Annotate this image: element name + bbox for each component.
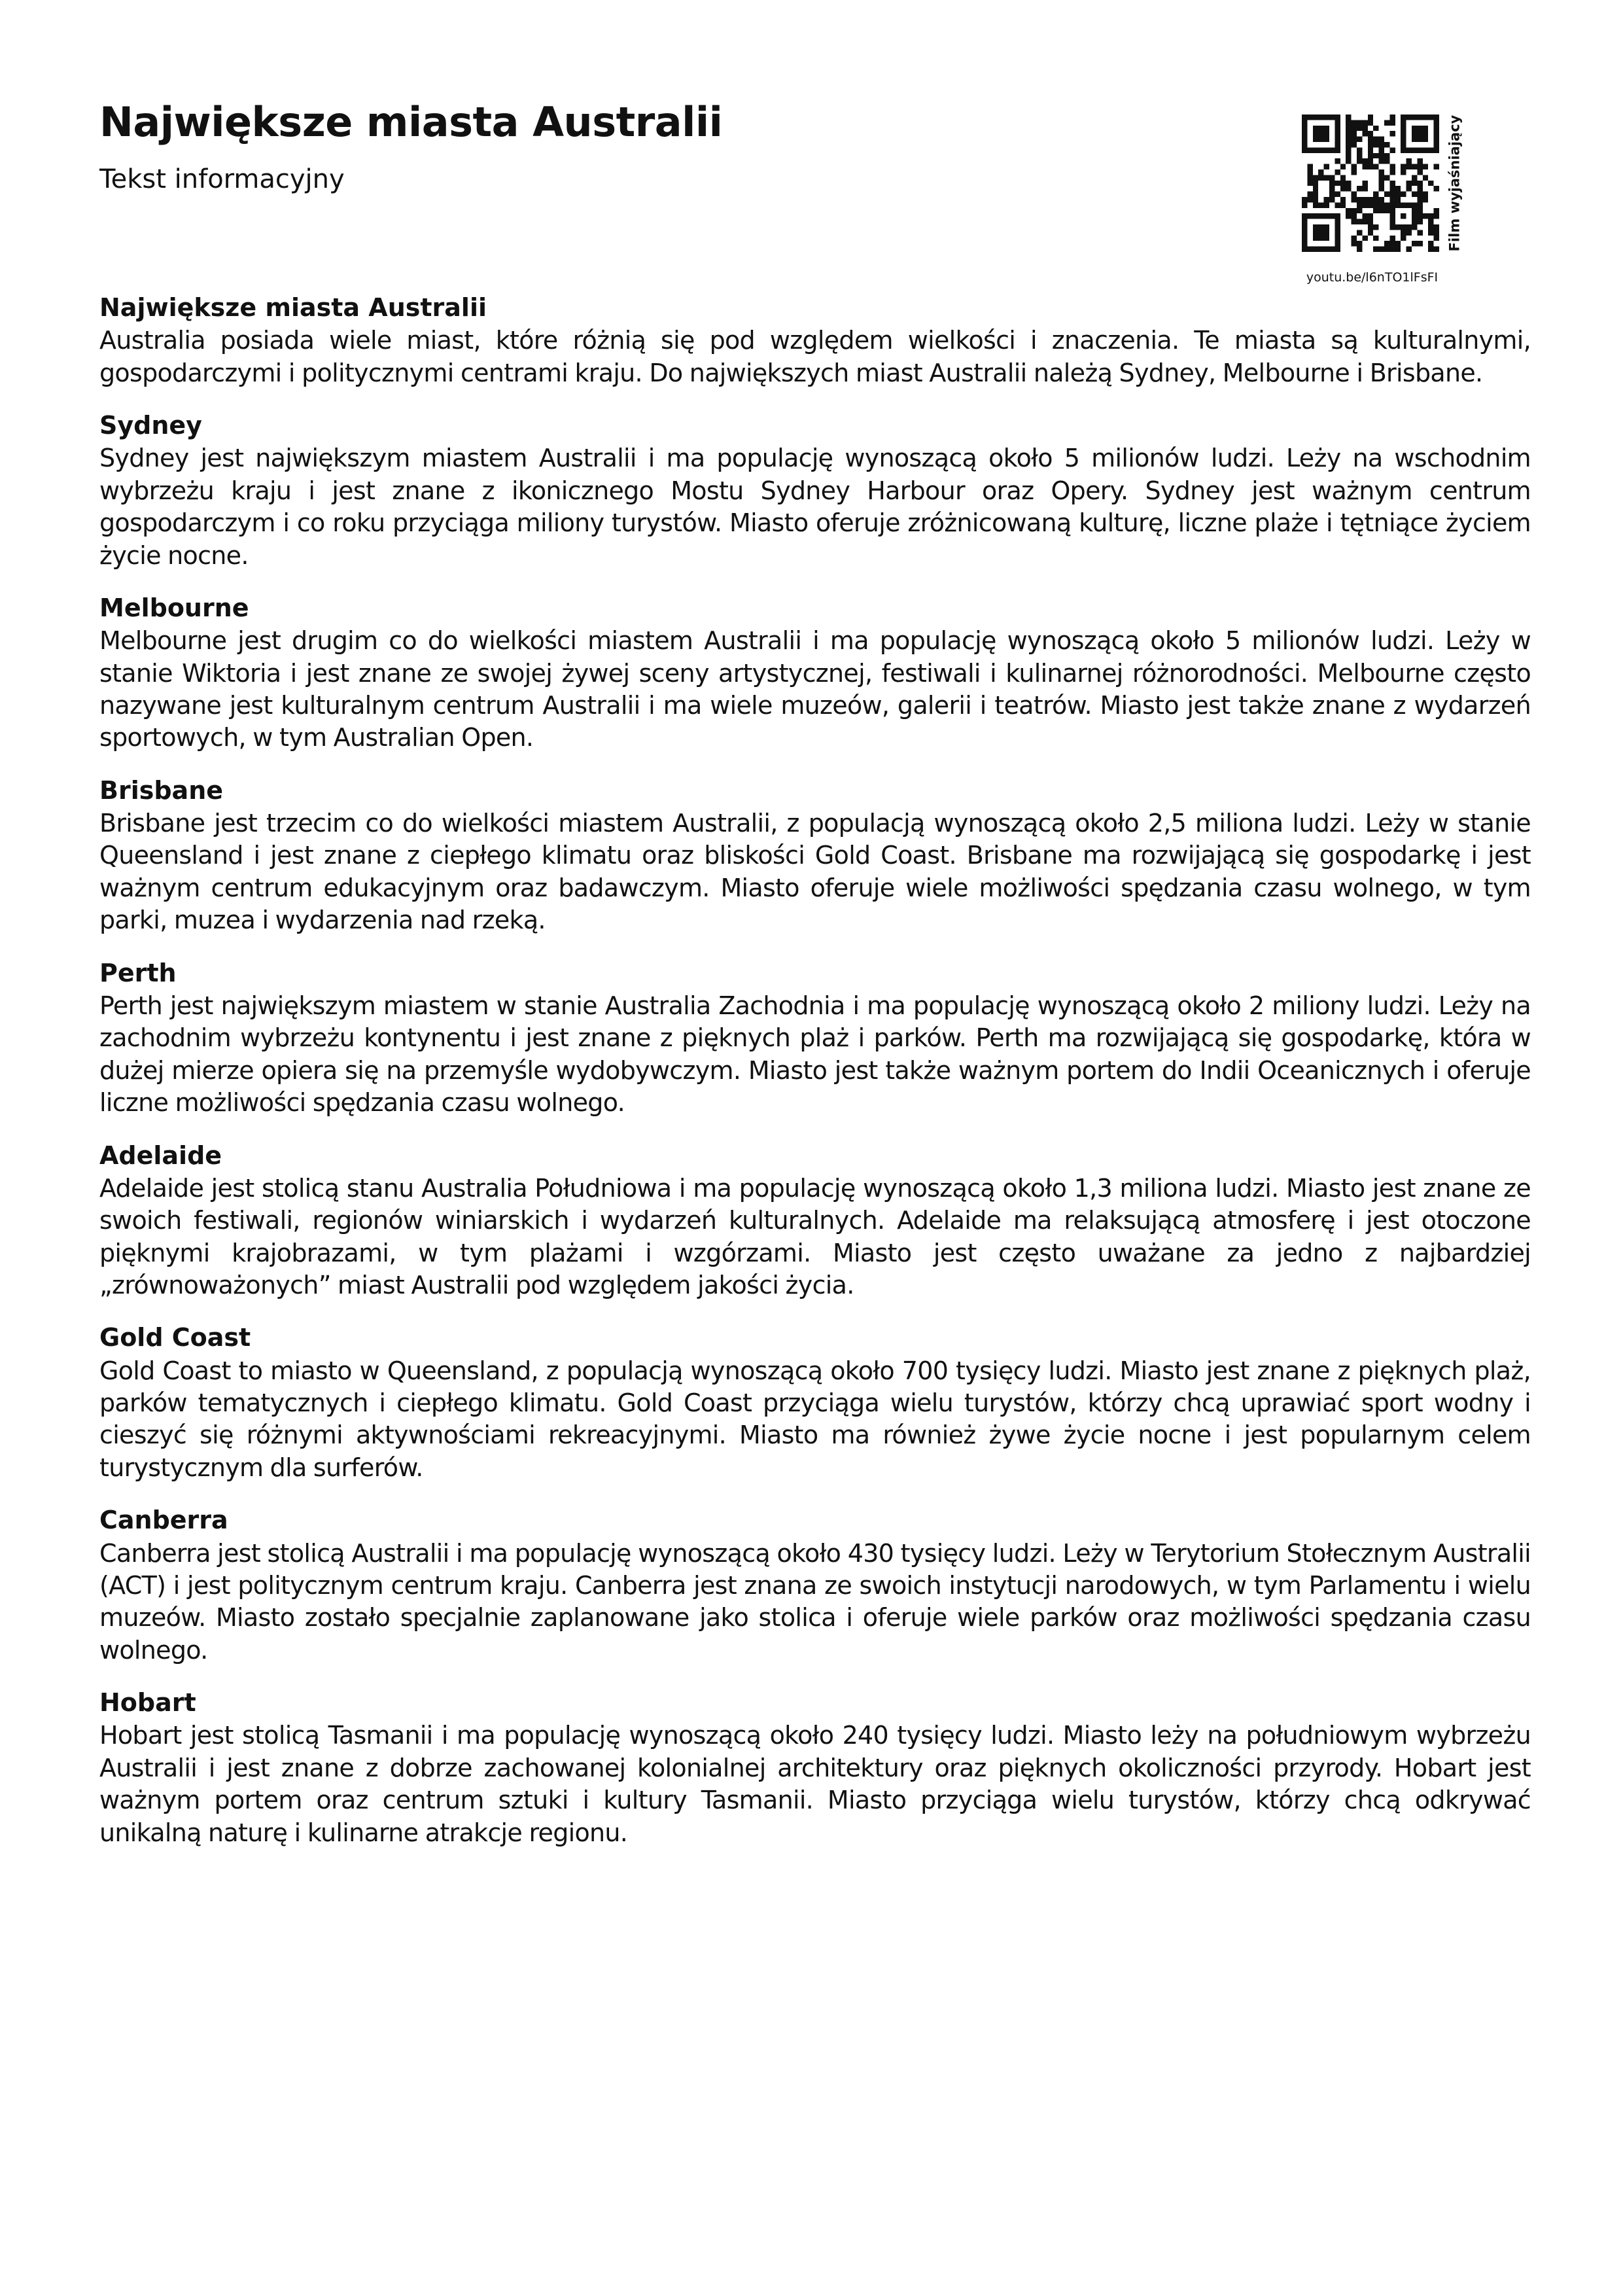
section-text: Hobart jest stolicą Tasmanii i ma populację wynoszącą około 240 tysięcy ludzi. Miasto leży na południowym wybrzeżu Australii i jest znane z dobrze zachowanej kolonialnej architektury oraz pięknych okoliczności przyrody. Hobart jest ważnym portem oraz centrum sztuki i kultury Tasmanii. Miasto przyciąga wielu turystów, którzy chcą odkrywać unikalną naturę i kulinarne atrakcje regionu. [99,1721,1531,1847]
page-subtitle: Tekst informacyjny [99,164,345,194]
section-heading: Hobart [99,1688,196,1718]
section-heading: Gold Coast [99,1323,251,1352]
section-text: Melbourne jest drugim co do wielkości miastem Australii i ma populację wynoszącą około 5 milionów ludzi. Leży w stanie Wiktoria i jest znane ze swojej żywej sceny artystycznej, festiwali i kulinarnej różnorodności. Melbourne często nazywane jest kulturalnym centrum Australii i ma wiele muzeów, galerii i teatrów. Miasto jest także znane z wydarzeń sportowych, w tym Australian Open. [99,626,1531,752]
section-heading: Perth [99,958,177,987]
qr-link-text[interactable]: youtu.be/l6nTO1lFsFI [1306,270,1439,285]
section-heading: Sydney [99,411,202,440]
section-text: Gold Coast to miasto w Queensland, z populacją wynoszącą około 700 tysięcy ludzi. Miasto jest znane z pięknych plaż, parków tematycznych i ciepłego klimatu. Gold Coast przyciąga wielu turystów, którzy chcą uprawiać sport wodny i cieszyć się różnymi aktywnościami rekreacyjnymi. Miasto ma również żywe życie nocne i jest popularnym celem turystycznym dla surferów. [99,1356,1531,1482]
qr-block [1302,115,1463,291]
section-intro [99,291,1531,389]
section-brisbane [99,774,1531,937]
section-adelaide [99,1139,1531,1302]
section-text: Sydney jest największym miastem Australii i ma populację wynoszącą około 5 milionów ludzi. Leży na wschodnim wybrzeżu kraju i jest znane z ikonicznego Mostu Sydney Harbour oraz Opery. Sydney jest ważnym centrum gospodarczym i co roku przyciąga miliony turystów. Miasto oferuje zróżnicowaną kulturę, liczne plaże i tętniące życiem życie nocne. [99,444,1531,570]
page-title: Największe miasta Australii [99,98,723,146]
section-text: Perth jest największym miastem w stanie Australia Zachodnia i ma populację wynoszącą około 2 miliony ludzi. Leży na zachodnim wybrzeżu kontynentu i jest znane z pięknych plaż i parków. Perth ma rozwijającą się gospodarkę, która w dużej mierze opiera się na przemyśle wydobywczym. Miasto jest także ważnym portem do Indii Oceanicznych i oferuje liczne możliwości spędzania czasu wolnego. [99,991,1531,1118]
section-sydney [99,409,1531,572]
qr-side-label: Film wyjaśniający [1446,115,1463,252]
section-heading: Brisbane [99,775,224,805]
section-heading: Canberra [99,1506,228,1535]
section-gold-coast [99,1321,1531,1484]
section-text: Australia posiada wiele miast, które różnią się pod względem wielkości i znaczenia. Te miasta są kulturalnymi, gospodarczymi i politycznymi centrami kraju. Do największych miast Australii należą Sydney, Melbourne i Brisbane. [99,326,1531,387]
section-heading: Największe miasta Australii [99,293,487,322]
section-hobart [99,1686,1531,1849]
qr-code-icon[interactable] [1302,115,1439,252]
article-content [99,291,1531,1869]
section-canberra [99,1504,1531,1667]
section-text: Adelaide jest stolicą stanu Australia Południowa i ma populację wynoszącą około 1,3 miliona ludzi. Miasto jest znane ze swoich festiwali, regionów winiarskich i wydarzeń kulturalnych. Adelaide ma relaksującą atmosferę i jest otoczone pięknymi krajobrazami, w tym plażami i wzgórzami. Miasto jest często uważane za jedno z najbardziej „zrównoważonych” miast Australii pod względem jakości życia. [99,1173,1531,1299]
section-melbourne [99,592,1531,754]
section-heading: Melbourne [99,593,249,622]
section-perth [99,957,1531,1120]
section-heading: Adelaide [99,1140,222,1170]
section-text: Canberra jest stolicą Australii i ma populację wynoszącą około 430 tysięcy ludzi. Leży w Terytorium Stołecznym Australii (ACT) i jest politycznym centrum kraju. Canberra jest znana ze swoich instytucji narodowych, w tym Parlamentu i wielu muzeów. Miasto zostało specjalnie zaplanowane jako stolica i oferuje wiele parków oraz możliwości spędzania czasu wolnego. [99,1538,1531,1665]
section-text: Brisbane jest trzecim co do wielkości miastem Australii, z populacją wynoszącą około 2,5 miliona ludzi. Leży w stanie Queensland i jest znane z ciepłego klimatu oraz bliskości Gold Coast. Brisbane ma rozwijającą się gospodarkę i jest ważnym centrum edukacyjnym oraz badawczym. Miasto oferuje wiele możliwości spędzania czasu wolnego, w tym parki, muzea i wydarzenia nad rzeką. [99,809,1531,935]
